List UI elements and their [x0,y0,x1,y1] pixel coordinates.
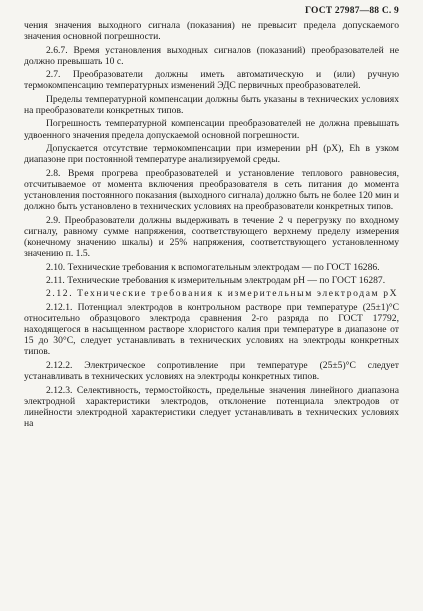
paragraph: 2.10. Технические требования к вспомогательным электродам — по ГОСТ 16286. [46,261,380,273]
page-header: ГОСТ 27987—88 С. 9 [305,6,399,16]
paragraph: Допускается отсутствие термокомпенсации при измерении pH (pX), Eh в узком диапазоне при постоянной температуре анализируемой среды. [24,143,399,166]
paragraph: 2.12.2. Электрическое сопротивление при температуре (25±5)°С следует устанавливать в технических условиях на электроды конкретных типов. [24,359,399,383]
paragraph: Погрешность температурной компенсации преобразователей не должна превышать удвоенного значения предела допускаемой основной погрешности. [24,118,399,141]
paragraph: 2.9. Преобразователи должны выдерживать в течение 2 ч перегрузку по входному сигналу, равному сумме напряжения, соответствующего верхнему пределу измерения (конечному значению шкалы) и 25% напряжения, соответствующего установленному значению п. 1.5. [24,214,399,260]
paragraph: 2.12.1. Потенциал электродов в контрольном растворе при температуре (25±1)°С относительно образцового электрода сравнения 2-го разряда по ГОСТ 17792, находящегося в насыщенном растворе хлористого калия при температуре в диапазоне от 15 до 30°С, следует устанавливать в технических условиях на электроды конкретных типов. [24,301,399,358]
paragraph: 2.11. Технические требования к измерительным электродам pH — по ГОСТ 16287. [46,274,386,286]
paragraph: 2.8. Время прогрева преобразователей и установление теплового равновесия, отсчитываемое от момента включения преобразователя в сеть питания до момента установления постоянного показания (выходного сигнала) должно быть не более 120 мин и должно быть установлено в технических условиях на преобразователи конкретных типов. [24,167,399,213]
paragraph: чения значения выходного сигнала (показания) не превысит предела допускаемого значения основной погрешности. [24,20,399,43]
paragraph: 2.6.7. Время установления выходных сигналов (показаний) преобразователей не должно превышать 10 с. [24,44,399,67]
paragraph: Пределы температурной компенсации должны быть указаны в технических условиях на преобразователи конкретных типов. [24,93,399,116]
section-heading: 2.12. Технические требования к измерительным электродам pX [46,288,399,300]
document-body [24,20,399,429]
paragraph: 2.7. Преобразователи должны иметь автоматическую и (или) ручную термокомпенсацию температурных изменений ЭДС первичных преобразователей. [24,69,399,92]
paragraph: 2.12.3. Селективность, термостойкость, предельные значения линейного диапазона электродной характеристики электродов, отклонение потенциала электродов от линейности электродной характеристики следует устанавливать в технических условиях на [24,384,399,430]
